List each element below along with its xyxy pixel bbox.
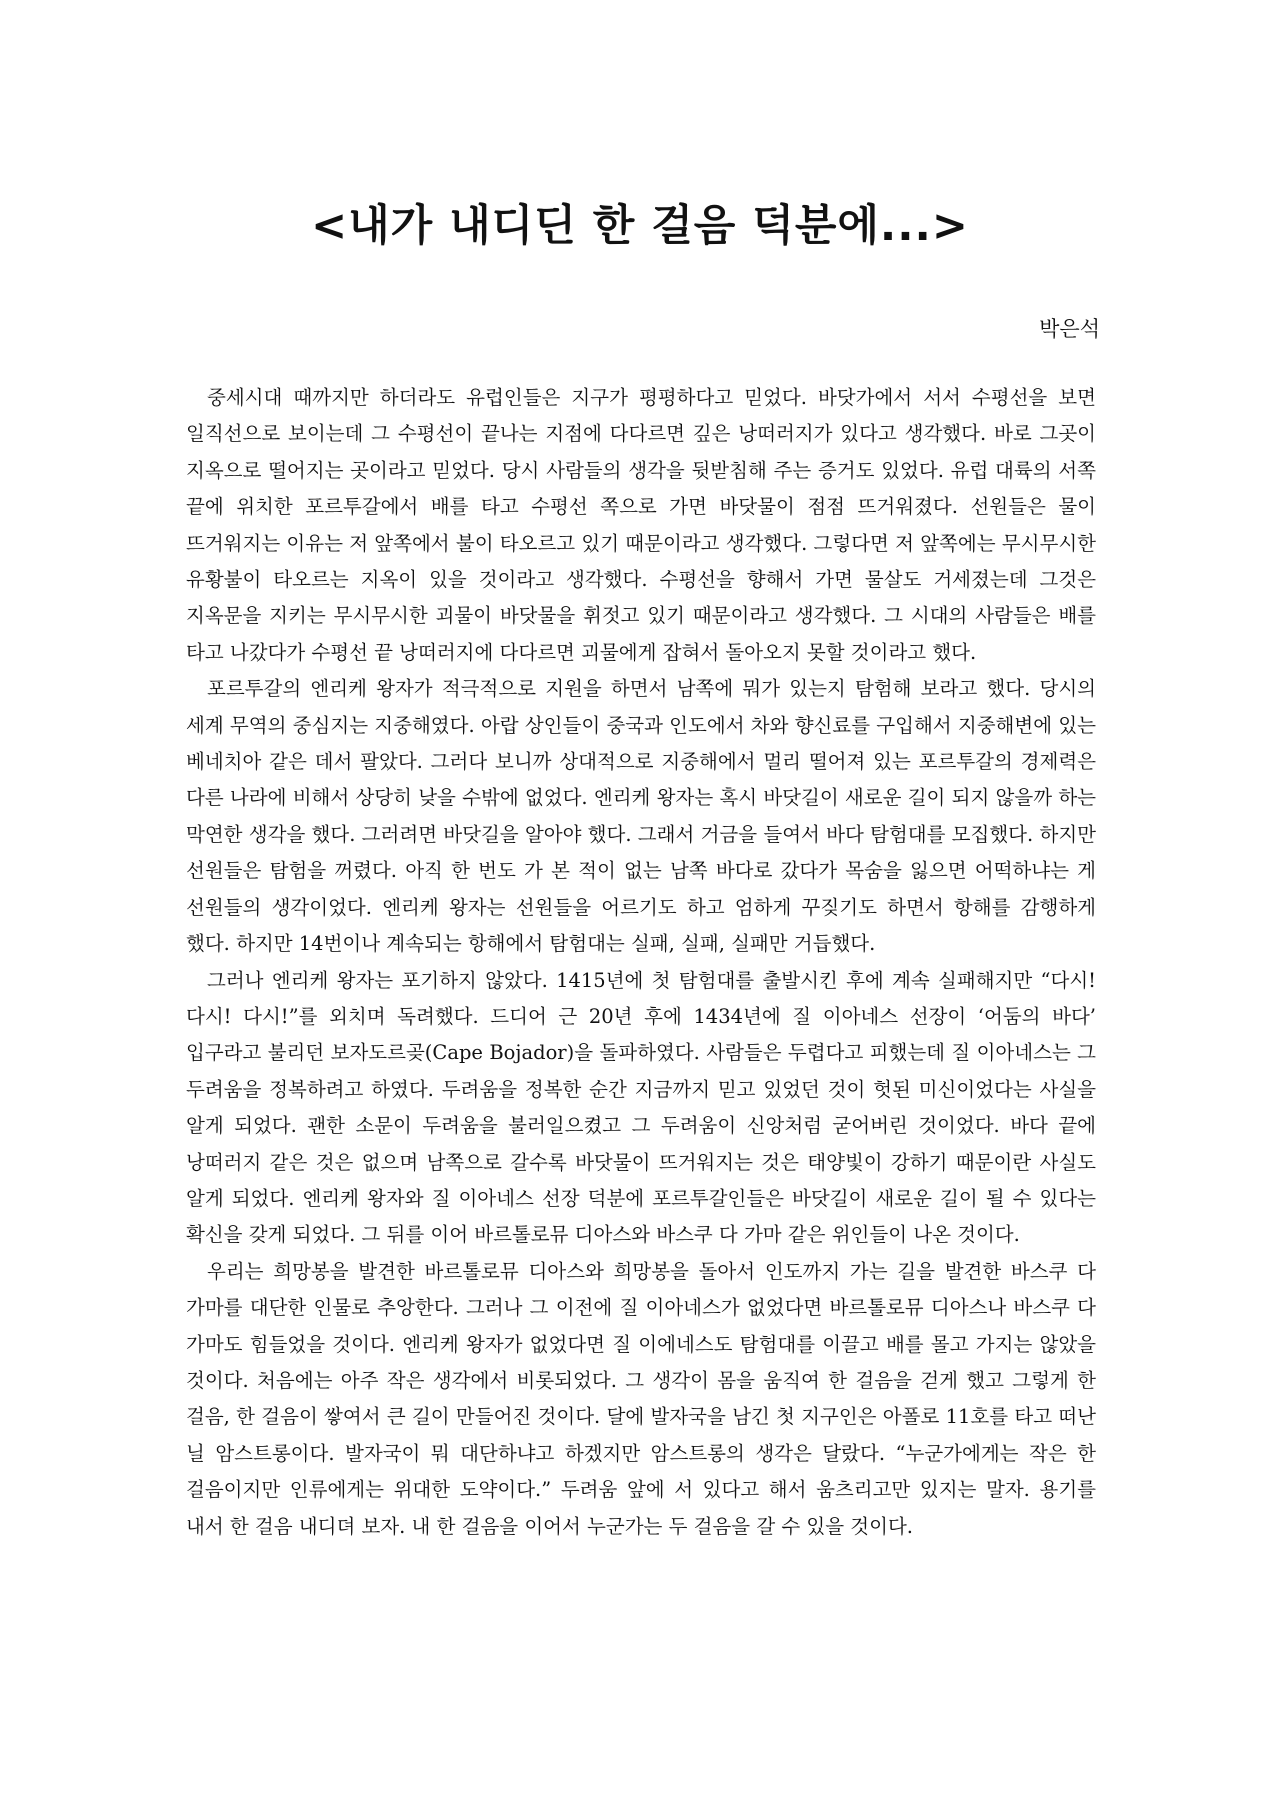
paragraph-2: 포르투갈의 엔리케 왕자가 적극적으로 지원을 하면서 남쪽에 뭐가 있는지 탐험해 보라고 했다. 당시의 세계 무역의 중심지는 지중해였다. 아랍 상인들이 중국과 인도에서 차와 향신료를 구입해서 지중해변에 있는 베네치아 같은 데서 팔았다. 그러다 보니까 상대적으로 지중해에서 멀리 떨어져 있는 포르투갈의 경제력은 다른 나라에 비해서 상당히 낮을 수밖에 없었다. 엔리케 왕자는 혹시 바닷길이 새로운 길이 되지 않을까 하는 막연한 생각을 했다. 그러려면 바닷길을 알아야 했다. 그래서 거금을 들여서 바다 탐험대를 모집했다. 하지만 선원들은 탐험을 꺼렸다. 아직 한 번도 가 본 적이 없는 남쪽 바다로 갔다가 목숨을 잃으면 어떡하냐는 게 선원들의 생각이었다. 엔리케 왕자는 선원들을 어르기도 하고 엄하게 꾸짖기도 하면서 항해를 감행하게 했다. 하지만 14번이나 계속되는 항해에서 탐험대는 실패, 실패, 실패만 거듭했다. — [186, 677, 1096, 956]
paragraph-3: 그러나 엔리케 왕자는 포기하지 않았다. 1415년에 첫 탐험대를 출발시킨 후에 계속 실패해지만 “다시! 다시! 다시!”를 외치며 독려했다. 드디어 근 20년 후에 1434년에 질 이아네스 선장이 ‘어둠의 바다’ 입구라고 불리던 보자도르곶(Cape Bojador)을 돌파하였다. 사람들은 두렵다고 피했는데 질 이아네스는 그 두려움을 정복하려고 하였다. 두려움을 정복한 순간 지금까지 믿고 있었던 것이 헛된 미신이었다는 사실을 알게 되었다. 괜한 소문이 두려움을 불러일으켰고 그 두려움이 신앙처럼 굳어버린 것이었다. 바다 끝에 낭떠러지 같은 것은 없으며 남쪽으로 갈수록 바닷물이 뜨거워지는 것은 태양빛이 강하기 때문이란 사실도 알게 되었다. 엔리케 왕자와 질 이아네스 선장 덕분에 포르투갈인들은 바닷길이 새로운 길이 될 수 있다는 확신을 갖게 되었다. 그 뒤를 이어 바르톨로뮤 디아스와 바스쿠 다 가마 같은 위인들이 나온 것이다. — [186, 968, 1096, 1247]
paragraph-1: 중세시대 때까지만 하더라도 유럽인들은 지구가 평평하다고 믿었다. 바닷가에서 서서 수평선을 보면 일직선으로 보이는데 그 수평선이 끝나는 지점에 다다르면 깊은 낭떠러지가 있다고 생각했다. 바로 그곳이 지옥으로 떨어지는 곳이라고 믿었다. 당시 사람들의 생각을 뒷받침해 주는 증거도 있었다. 유럽 대륙의 서쪽 끝에 위치한 포르투갈에서 배를 타고 수평선 쪽으로 가면 바닷물이 점점 뜨거워졌다. 선원들은 물이 뜨거워지는 이유는 저 앞쪽에서 불이 타오르고 있기 때문이라고 생각했다. 그렇다면 저 앞쪽에는 무시무시한 유황불이 타오르는 지옥이 있을 것이라고 생각했다. 수평선을 향해서 가면 물살도 거세졌는데 그것은 지옥문을 지키는 무시무시한 괴물이 바닷물을 휘젓고 있기 때문이라고 생각했다. 그 시대의 사람들은 배를 타고 나갔다가 수평선 끝 낭떠러지에 다다르면 괴물에게 잡혀서 돌아오지 못할 것이라고 했다. — [186, 386, 1096, 664]
essay-body — [186, 380, 1096, 1545]
paragraph-4: 우리는 희망봉을 발견한 바르톨로뮤 디아스와 희망봉을 돌아서 인도까지 가는 길을 발견한 바스쿠 다 가마를 대단한 인물로 추앙한다. 그러나 그 이전에 질 이아네스가 없었다면 바르톨로뮤 디아스나 바스쿠 다 가마도 힘들었을 것이다. 엔리케 왕자가 없었다면 질 이에네스도 탐험대를 이끌고 배를 몰고 가지는 않았을 것이다. 처음에는 아주 작은 생각에서 비롯되었다. 그 생각이 몸을 움직여 한 걸음을 걷게 했고 그렇게 한 걸음, 한 걸음이 쌓여서 큰 길이 만들어진 것이다. 달에 발자국을 남긴 첫 지구인은 아폴로 11호를 타고 떠난 닐 암스트롱이다. 발자국이 뭐 대단하냐고 하겠지만 암스트롱의 생각은 달랐다. “누군가에게는 작은 한 걸음이지만 인류에게는 위대한 도약이다.” 두려움 앞에 서 있다고 해서 움츠리고만 있지는 말자. 용기를 내서 한 걸음 내디뎌 보자. 내 한 걸음을 이어서 누군가는 두 걸음을 갈 수 있을 것이다. — [186, 1259, 1096, 1538]
author-name: 박은석 — [1039, 317, 1100, 341]
page-title: <내가 내디딘 한 걸음 덕분에...> — [311, 201, 969, 251]
